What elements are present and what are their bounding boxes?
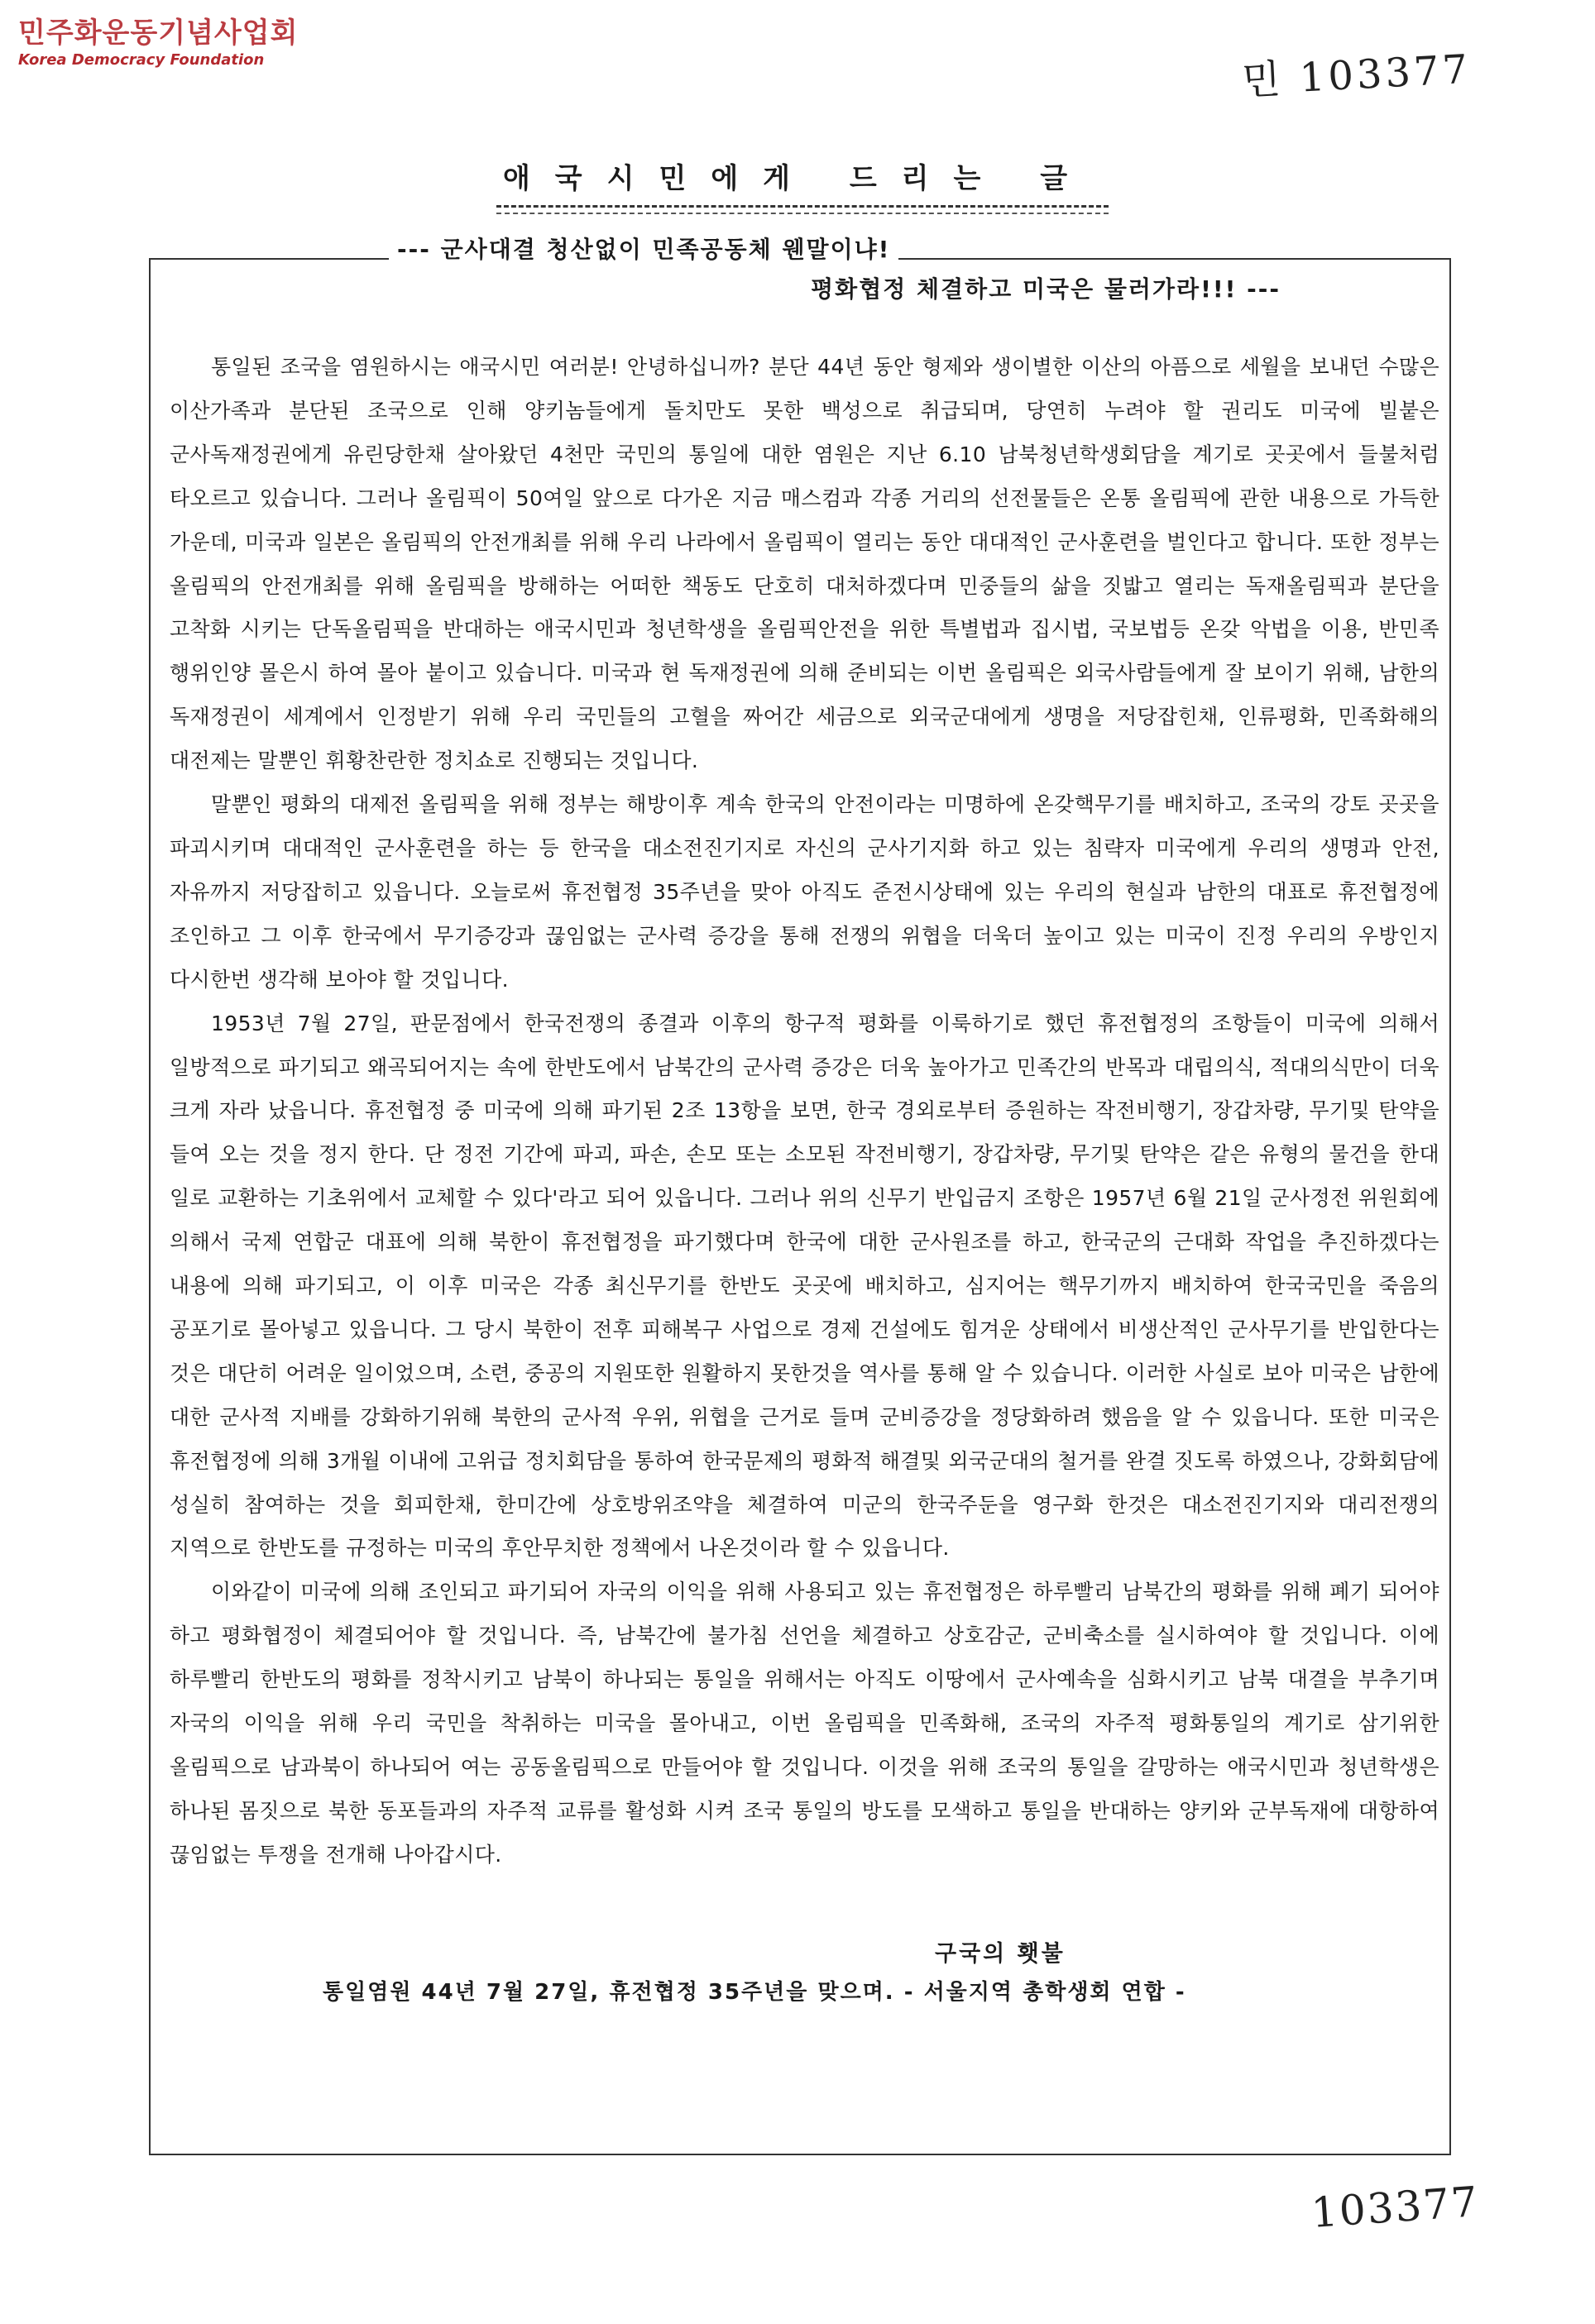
- document-title: 애국시민에게 드리는 글: [502, 162, 1093, 195]
- signature: 구국의 횃불: [935, 1941, 1066, 1967]
- footer-dateline: 통일염원 44년 7월 27일, 휴전협정 35주년을 맞으며. - 서울지역 총학생회 연합 -: [323, 1980, 1186, 2005]
- paragraph-4: 이와같이 미국에 의해 조인되고 파기되어 자국의 이익을 위해 사용되고 있는 휴전협정은 하루빨리 남북간의 평화를 위해 폐기 되어야 하고 평화협정이 체결되어야 할 것입니다. 즉, 남북간에 불가침 선언을 체결하고 상호감군, 군비축소를 실시하여야 할 것입니다. 이에 하루빨리 한반도의 평화를 정착시키고 남북이 하나되는 통일을 위해서는 아직도 이땅에서 군사예속을 심화시키고 남북 대결을 부추기며 자국의 이익을 위해 우리 국민을 착취하는 미국을 몰아내고, 이번 올림픽을 민족화해, 조국의 자주적 평화통일의 계기로 삼기위한 올림픽으로 남과북이 하나되어 여는 공동올림픽으로 만들어야 할 것입니다. 이것을 위해 조국의 통일을 갈망하는 애국시민과 청년학생은 하나된 몸짓으로 북한 동포들과의 자주적 교류를 활성화 시켜 조국 통일의 방도를 모색하고 통일을 반대하는 양키와 군부독재에 대항하여 끊임없는 투쟁을 전개해 나아갑시다.: [170, 1580, 1439, 1867]
- watermark-korean: 민주화운동기념사업회: [18, 17, 299, 50]
- watermark-english: Korea Democracy Foundation: [18, 51, 265, 69]
- subtitle-line-2: 평화협정 체결하고 미국은 물러가라!!! ---: [811, 275, 1281, 303]
- paragraph-1: 통일된 조국을 염원하시는 애국시민 여러분! 안녕하십니까? 분단 44년 동안 형제와 생이별한 이산의 아픔으로 세월을 보내던 수많은 이산가족과 분단된 조국으로 인해 양키놈들에게 돌치만도 못한 백성으로 취급되며, 당연히 누려야 할 권리도 미국에 빌붙은 군사독재정권에게 유린당한채 살아왔던 4천만 국민의 통일에 대한 염원은 지난 6.10 남북청년학생회담을 계기로 곳곳에서 들불처럼 타오르고 있습니다. 그러나 올림픽이 50여일 앞으로 다가온 지금 매스컴과 각종 거리의 선전물들은 온통 올림픽에 관한 내용으로 가득한 가운데, 미국과 일본은 올림픽의 안전개최를 위해 우리 나라에서 올림픽이 열리는 동안 대대적인 군사훈련을 벌인다고 합니다. 또한 정부는 올림픽의 안전개최를 위해 올림픽을 방해하는 어떠한 책동도 단호히 대처하겠다며 민중들의 삶을 짓밟고 열리는 독재올림픽과 분단을 고착화 시키는 단독올림픽을 반대하는 애국시민과 청년학생을 올림픽안전을 위한 특별법과 집시법, 국보법등 온갖 악법을 이용, 반민족 행위인양 몰은시 하여 몰아 붙이고 있습니다. 미국과 현 독재정권에 의해 준비되는 이번 올림픽은 외국사람들에게 잘 보이기 위해, 남한의 독재정권이 세계에서 인정받기 위해 우리 국민들의 고혈을 짜어간 세금으로 외국군대에게 생명을 저당잡힌채, 인류평화, 민족화해의 대전제는 말뿐인 휘황찬란한 정치쇼로 진행되는 것입니다.: [170, 355, 1439, 773]
- paragraph-2: 말뿐인 평화의 대제전 올림픽을 위해 정부는 해방이후 계속 한국의 안전이라는 미명하에 온갖핵무기를 배치하고, 조국의 강토 곳곳을 파괴시키며 대대적인 군사훈련을 하는 등 한국을 대소전진기지로 자신의 군사기지화 하고 있는 침략자 미국에게 우리의 생명과 안전, 자유까지 저당잡히고 있읍니다. 오늘로써 휴전협정 35주년을 맞아 아직도 준전시상태에 있는 우리의 현실과 남한의 대표로 휴전협정에 조인하고 그 이후 한국에서 무기증강과 끊임없는 군사력 증강을 통해 전쟁의 위협을 더욱더 높이고 있는 미국이 진정 우리의 우방인지 다시한번 생각해 보아야 할 것입니다.: [170, 792, 1439, 992]
- archive-number-bottom: 103377: [1310, 2177, 1481, 2238]
- subtitle-line-1: --- 군사대결 청산없이 민족공동체 웬말이냐!: [389, 232, 898, 265]
- document-body: [170, 346, 1439, 1877]
- title-underline: [496, 205, 1109, 214]
- foundation-watermark: [18, 17, 298, 69]
- paragraph-3: 1953년 7월 27일, 판문점에서 한국전쟁의 종결과 이후의 항구적 평화를 이룩하기로 했던 휴전협정의 조항들이 미국에 의해서 일방적으로 파기되고 왜곡되어지는 속에 한반도에서 남북간의 군사력 증강은 더욱 높아가고 민족간의 반목과 대립의식, 적대의식만이 더욱 크게 자라 났읍니다. 휴전협정 중 미국에 의해 파기된 2조 13항을 보면, 한국 경외로부터 증원하는 작전비행기, 장갑차량, 무기및 탄약을 들여 오는 것을 정지 한다. 단 정전 기간에 파괴, 파손, 손모 또는 소모된 작전비행기, 장갑차량, 무기및 탄약은 같은 유형의 물건을 한대 일로 교환하는 기초위에서 교체할 수 있다'라고 되어 있읍니다. 그러나 위의 신무기 반입금지 조항은 1957년 6월 21일 군사정전 위원회에 의해서 국제 연합군 대표에 의해 북한이 휴전협정을 파기했다며 한국에 대한 군사원조를 하고, 한국군의 근대화 작업을 추진하겠다는 내용에 의해 파기되고, 이 이후 미국은 각종 최신무기를 한반도 곳곳에 배치하고, 심지어는 핵무기까지 배치하여 한국국민을 죽음의 공포기로 몰아넣고 있읍니다. 그 당시 북한이 전후 피해복구 사업으로 경제 건설에도 힘겨운 상태에서 비생산적인 군사무기를 반입한다는 것은 대단히 어려운 일이었으며, 소련, 중공의 지원또한 원활하지 못한것을 역사를 통해 알 수 있습니다. 이러한 사실로 보아 미국은 남한에 대한 군사적 지배를 강화하기위해 북한의 군사적 우위, 위협을 근거로 들며 군비증강을 정당화하려 했음을 알 수 있읍니다. 또한 미국은 휴전협정에 의해 3개월 이내에 고위급 정치회담을 통하여 한국문제의 평화적 해결및 외국군대의 철거를 완결 짓도록 하였으나, 강화회담에 성실히 참여하는 것을 회피한채, 한미간에 상호방위조약을 체결하여 미군의 한국주둔을 영구화 한것은 대소전진기지와 대리전쟁의 지역으로 한반도를 규정하는 미국의 후안무치한 정책에서 나온것이라 할 수 있읍니다.: [170, 1011, 1439, 1561]
- archive-number-top: 민 103377: [1241, 45, 1473, 105]
